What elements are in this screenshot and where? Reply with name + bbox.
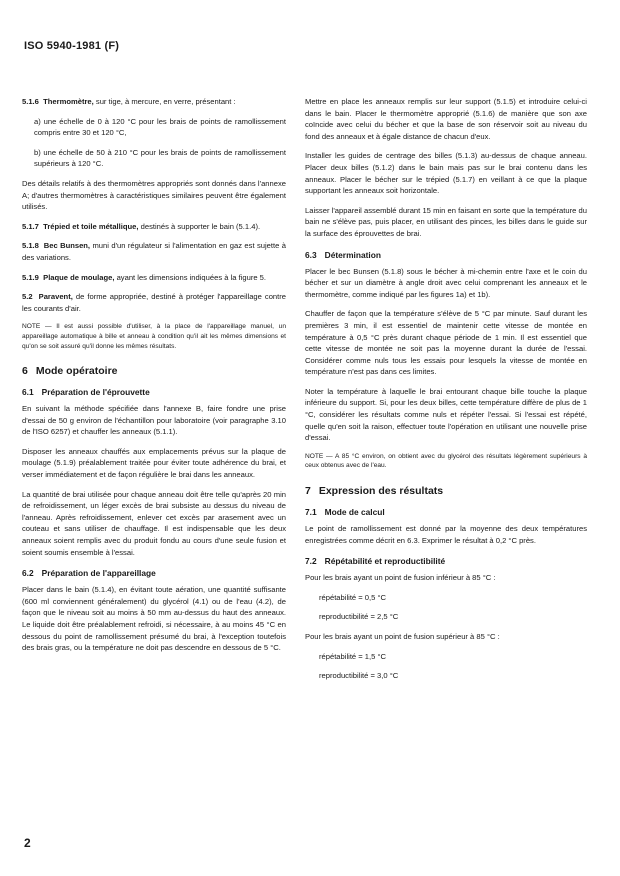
section-5-2 xyxy=(22,291,286,314)
paragraph: Le point de ramollissement est donné par la moyenne des deux températures enregistrées comme décrit en 6.3. Exprimer le résultat à 0,2 °C près. xyxy=(305,524,587,545)
section-5-1-8 xyxy=(22,240,286,263)
right-column xyxy=(305,96,587,690)
paragraph: Pour les brais ayant un point de fusion supérieur à 85 °C : xyxy=(305,632,500,641)
formula: répétabilité = 0,5 °C xyxy=(319,592,386,602)
heading-section-6-1 xyxy=(22,387,286,397)
section-5-1-6 xyxy=(22,96,286,108)
section-title: Bec Bunsen, xyxy=(43,241,91,251)
document-header: ISO 5940-1981 (F) xyxy=(24,40,120,52)
section-title: Mode opératoire xyxy=(35,365,118,378)
paragraph: Placer le bec Bunsen (5.1.8) sous le bécher à mi-chemin entre l'axe et le coin du bécher et sur un diamètre à angle droit avec celui comprenant les anneaux et le thermomètre, comme indiqué par les figures 1a) et 1b). xyxy=(305,266,587,299)
paragraph: Laisser l'appareil assemblé durant 15 min en faisant en sorte que la température du bain ne s'élève pas, puis placer, en utilisant des pinces, les billes dans le guide sur la surface des éprouvettes de brai. xyxy=(305,205,587,238)
paragraph-text: ayant les dimensions indiquées à la figure 5. xyxy=(116,272,267,282)
list-item-a: a) une échelle de 0 à 120 °C pour les brais de points de ramollissement compris entre 30 et 120 °C, xyxy=(34,116,286,138)
section-number: 7 xyxy=(305,485,311,498)
section-title: Plaque de moulage, xyxy=(43,272,115,282)
section-number: 7.1 xyxy=(305,507,317,518)
list-item-b: b) une échelle de 50 à 210 °C pour les brais de points de ramollissement supérieurs à 120 °C. xyxy=(34,147,286,169)
section-title: Répétabilité et reproductibilité xyxy=(324,556,446,567)
section-title: Préparation de l'éprouvette xyxy=(41,387,150,398)
section-number: 5.1.8 xyxy=(22,241,39,251)
section-number: 5.1.9 xyxy=(22,272,39,282)
section-5-1-7 xyxy=(22,221,286,233)
section-number: 5.1.7 xyxy=(22,221,39,231)
heading-section-7-2 xyxy=(305,556,587,566)
section-title: Paravent, xyxy=(38,292,73,302)
section-number: 5.2 xyxy=(22,292,33,302)
paragraph-text: muni d'un régulateur si l'alimentation en gaz est sujette à des variations. xyxy=(22,241,286,262)
section-title: Expression des résultats xyxy=(318,485,444,498)
paragraph: Des détails relatifs à des thermomètres appropriés sont donnés dans l'annexe A; d'autres thermomètres à caractéristiques similaires peuvent être également utilisés. xyxy=(22,178,286,212)
section-number: 6.2 xyxy=(22,568,34,579)
section-number: 5.1.6 xyxy=(22,97,39,106)
paragraph: Placer dans le bain (5.1.4), en évitant toute aération, une quantité suffisante (600 ml conviennent généralement) du glycérol (4.1) ou de l'eau (4.2), de façon que le niveau soit au moins à 50 mm au-dessus du haut des anneaux. Le liquide doit être préalablement refroidi, si nécessaire, à au moins 45 °C en dessous du point de ramollissement présumé du brai, à l'exception toutefois des brais gras, ou la température ne doit pas descendre en dessous de 5 °C. xyxy=(22,585,286,653)
page-number: 2 xyxy=(24,836,31,850)
section-number: 7.2 xyxy=(305,556,317,567)
paragraph-text: destinés à supporter le bain (5.1.4). xyxy=(140,221,261,231)
paragraph: Disposer les anneaux chauffés aux emplacements prévus sur la plaque de moulage (5.1.9) préalablement traitée pour éviter toute adhérence du brai, et verser immédiatement et de façon régulière le brai dans les anneaux. xyxy=(22,446,286,480)
heading-section-7 xyxy=(305,485,587,497)
paragraph: Pour les brais ayant un point de fusion inférieur à 85 °C : xyxy=(305,573,496,583)
paragraph: Installer les guides de centrage des billes (5.1.3) au-dessus de chaque anneau. Placer deux billes (5.1.2) dans le bain mais pas sur le brai contenu dans les anneaux. Placer le bécher sur le trépied (5.1.7) en veillant à ce que la plaque supportant les anneaux soit horizontale. xyxy=(305,151,587,196)
paragraph: En suivant la méthode spécifiée dans l'annexe B, faire fondre une prise d'essai de 50 g environ de l'échantillon pour laboratoire (voir paragraphe 3.10 de l'ISO 6257) et chauffer les anneaux (5.1.1). xyxy=(22,404,286,437)
paragraph: La quantité de brai utilisée pour chaque anneau doit être telle qu'après 20 min de refroidissement, un léger excès de brai subsiste au dessus du niveau de l'anneau. Après refroidissement, enlever cet excès par arasement avec un couteau et sans utiliser de chauffage. Il est indispensable que les deux anneaux soient remplis avec du produit fondu au cours d'une seule fusion et soient soumis ensemble à l'essai. xyxy=(22,489,286,557)
section-number: 6.3 xyxy=(305,249,317,260)
section-title: Détermination xyxy=(324,249,381,260)
section-5-1-9 xyxy=(22,272,286,284)
heading-section-6-3 xyxy=(305,250,587,260)
note: NOTE — Il est aussi possible d'utiliser, à la place de l'appareillage manuel, un appareillage automatique à bille et anneau à condition qu'il ait les mêmes dimensions et qu'on se soit assuré qu'il donne les mêmes résultats. xyxy=(22,323,286,350)
section-title: Mode de calcul xyxy=(324,507,385,518)
paragraph: Chauffer de façon que la température s'élève de 5 °C par minute. Sauf durant les premières 3 min, il est essentiel de maintenir cette vitesse de montée en température à 0,5 °C près durant chaque période de 1 min. Il est essentiel que cette vitesse de montée ne soit pas la moyenne durant la durée de l'essai. Considérer comme nuls tous les essais pour lesquels la vitesse de montée en température n'est pas dans ces limites. xyxy=(305,309,587,377)
heading-section-7-1 xyxy=(305,507,587,517)
formula: répétabilité = 1,5 °C xyxy=(319,651,386,661)
heading-section-6-2 xyxy=(22,568,286,578)
section-number: 6.1 xyxy=(22,387,34,398)
section-title: Thermomètre, xyxy=(43,97,94,106)
paragraph: Mettre en place les anneaux remplis sur leur support (5.1.5) et introduire celui-ci dans le bain. Placer le thermomètre approprié (5.1.6) de manière que son axe coïncide avec celui du bécher et que la base de son réservoir soit au niveau du fond des anneaux et à égale distance de chacun d'eux. xyxy=(305,97,587,141)
formula: reproductibilité = 3,0 °C xyxy=(319,671,399,681)
paragraph-text: de forme appropriée, destiné à protéger l'appareillage contre les courants d'air. xyxy=(22,292,286,313)
note: NOTE — A 85 °C environ, on obtient avec du glycérol des résultats légèrement supérieurs à ceux obtenus avec de l'eau. xyxy=(305,452,587,470)
section-title: Préparation de l'appareillage xyxy=(41,568,156,579)
formula: reproductibilité = 2,5 °C xyxy=(319,612,399,622)
left-column xyxy=(22,96,286,662)
paragraph-text: sur tige, à mercure, en verre, présentant : xyxy=(95,97,236,106)
section-number: 6 xyxy=(22,365,28,378)
section-title: Trépied et toile métallique, xyxy=(43,221,139,231)
paragraph: Noter la température à laquelle le brai entourant chaque bille touche la plaque inférieure du support. Si, pour les deux billes, cette température diffère de plus de 1 °C, considérer les résultats comme nuls et répéter l'essai. Si l'essai est répété, quelle qu'en soit la raison, effectuer toute l'opération en utilisant une nouvelle prise d'essai. xyxy=(305,386,587,443)
heading-section-6 xyxy=(22,365,286,377)
